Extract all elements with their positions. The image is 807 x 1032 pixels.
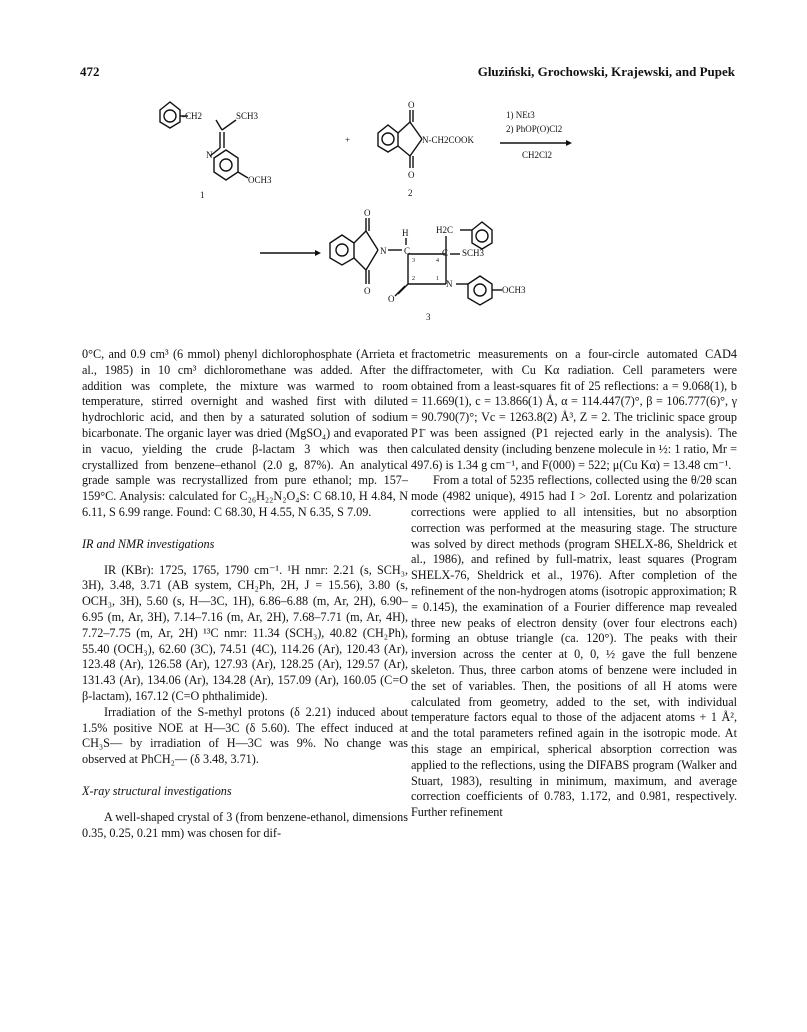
compound-2-label: 2 [408, 188, 413, 198]
condition-step-2: 2) PhOP(O)Cl2 [506, 124, 563, 134]
running-header-authors: Gluziński, Grochowski, Krajewski, and Pupek [477, 64, 735, 79]
p-o-top-label: O [364, 208, 371, 218]
compound-2-phthalimide [378, 110, 422, 168]
p-h-label: H [402, 228, 409, 238]
left-column [82, 347, 408, 841]
p-h2c-label: H2C [436, 225, 454, 235]
left-paragraph-2: IR (KBr): 1725, 1765, 1790 cm⁻¹. ¹H nmr: 2.21 (s, SCH₃, 3H), 3.48, 3.71 (AB system, CH₂Ph, 2H, J = 15.56), 3.80 (s, OCH₃, 3H), 5.60 (s, H—3C, 1H), 6.86–6.88 (m, Ar, 2H), 6.90–6.95 (m, Ar, 3H), 7.14–7.16 (m, Ar, 2H), 7.68–7.71 (m, Ar, 4H), 7.72–7.75 (m, Ar, 2H) ¹³C nmr: 11.34 (SCH₃), 40.82 (CH₂Ph), 55.40 (OCH₃), 62.60 (3C), 74.51 (4C), 114.26 (Ar), 120.43 (Ar), 123.48 (Ar), 126.58 (Ar), 127.93 (Ar), 128.25 (Ar), 129.57 (Ar), 131.43 (Ar), 134.06 (Ar), 134.28 (Ar), 157.09 (Ar), 160.05 (C=O β-lactam), 167.12 (C=O phthalimide). [82, 562, 408, 703]
condition-solvent: CH2Cl2 [522, 150, 553, 160]
p-o-lactam-label: O [388, 294, 395, 304]
p-c3-number: 3 [412, 258, 415, 264]
c1-och3-label: OCH3 [248, 175, 272, 185]
p-c3-label: C [404, 246, 411, 256]
left-paragraph-1: 0°C, and 0.9 cm³ (6 mmol) phenyl dichlorophosphate (Arrieta et al., 1985) in 10 cm³ dichloromethane was added. After the addition was complete, the mixture was warmed to room temperature, stirred overnight and washed first with diluted hydrochloric acid, and then by a saturated solution of sodium bicarbonate. The organic layer was dried (MgSO₄) and evaporated in vacuo, yielding the crude β-lactam 3 which was then crystallized from benzene–ethanol (2.0 g, 87%). An analytical grade sample was recrystallized from pure ethanol; mp. 157–159°C. Analysis: calculated for C₂₆H₂₂N₂O₄S: C 68.10, H 4.84, N 6.11, S 6.99 range. Found: C 68.30, H 4.55, N 6.35, S 7.09. [82, 347, 408, 519]
section-heading-xray: X-ray structural investigations [82, 783, 232, 798]
plus-sign: + [345, 135, 351, 145]
c2-o-top-label: O [408, 100, 415, 110]
left-paragraph-4: A well-shaped crystal of 3 (from benzene-ethanol, dimensions 0.35, 0.25, 0.21 mm) was chosen for dif- [82, 809, 408, 840]
product-3-benzyl-ring [472, 222, 492, 249]
p-n1-number: 1 [436, 276, 439, 282]
c2-n-group-label: N-CH2COOK [422, 135, 475, 145]
p-n1-label: N [446, 279, 453, 289]
c2-o-bottom-label: O [408, 170, 415, 180]
compound-1-methoxyphenyl-ring [214, 150, 238, 180]
left-paragraph-3: Irradiation of the S-methyl protons (δ 2.21) induced about 1.5% positive NOE at H—3C (δ 5.60). The effect induced at CH₃S— by irradiation of H—3C was 9%. No change was observed at PhCH₂— (δ 3.48, 3.71). [82, 704, 408, 767]
page-number: 472 [80, 64, 100, 79]
section-heading-ir-nmr: IR and NMR investigations [82, 536, 215, 551]
c1-sch3-label: SCH3 [236, 111, 259, 121]
p-och3-label: OCH3 [502, 285, 526, 295]
p-c2-number: 2 [412, 276, 415, 282]
p-c4-number: 4 [436, 258, 439, 264]
compound-3-label: 3 [426, 312, 431, 322]
right-paragraph-2: From a total of 5235 reflections, collected using the θ/2θ scan mode (4982 unique), 4915 had I > 2σI. Lorentz and polarization corrections were applied to all intensities, but no absorption correction was performed at the measuring stage. The structure was solved by direct methods (program SHELX-86, Sheldrick et al., 1986), and refined by full-matrix, least squares (Program SHELX-76, Sheldrick et al., 1976). After completion of the refinement of the non-hydrogen atoms (isotropic approximation; R = 0.145), the examination of a Fourier difference map revealed three new peaks of electron density (over four electrons each) forming an obtuse triangle (ca. 120°). The peaks with their inversion across the center at 0, 0, ½ gave the full benzene skeleton. Thus, three carbon atoms of benzene were included in the set of variables. Then, the positions of all H atoms were calculated from geometry, added to the set, with individual temperature factors equal to those of the adjacent atoms + 1 Å², and the total parameters refined again in the isotropic mode. At this stage an empirical, spherical absorption correction was applied to the reflections, using the DIFABS program (Walker and Stuart, 1983), resulting in minimum, maximum, and average correction coefficients of 0.783, 1.172, and 0.981, respectively. Further refinement [411, 473, 737, 820]
compound-1-benzyl-ring [160, 102, 180, 128]
c1-n-label: N [206, 150, 213, 160]
right-column [411, 347, 737, 821]
product-3-methoxyphenyl-ring [468, 276, 492, 305]
c1-ch2-label: -CH2 [182, 111, 202, 121]
p-n-left-label: N [380, 246, 387, 256]
p-o-bottom-label: O [364, 286, 371, 296]
product-3-phthalimide [330, 218, 378, 284]
right-paragraph-1: fractometric measurements on a four-circle automated CAD4 diffractometer, with Cu Kα radiation. Cell parameters were obtained from a least-squares fit of 25 reflections: a = 9.068(1), b = 11.669(1), c = 13.866(1) Å, α = 114.447(7)°, β = 106.777(6)°, γ = 90.790(7)°; Vc = 1263.8(2) Å³, Z = 2. The triclinic space group P1̄ was been assigned (P1 rejected early in the analysis). The calculated density (including benzene molecule in ½: 1 ratio, Mr = 497.6) is 1.34 g cm⁻¹, and F(000) = 522; μ(Cu Kα) = 13.48 cm⁻¹. [411, 347, 737, 472]
reaction-scheme [130, 88, 690, 333]
p-c4-label: C [442, 248, 449, 258]
p-sch3-label: SCH3 [462, 248, 485, 258]
condition-step-1: 1) NEt3 [506, 110, 535, 120]
compound-1-label: 1 [200, 190, 205, 200]
